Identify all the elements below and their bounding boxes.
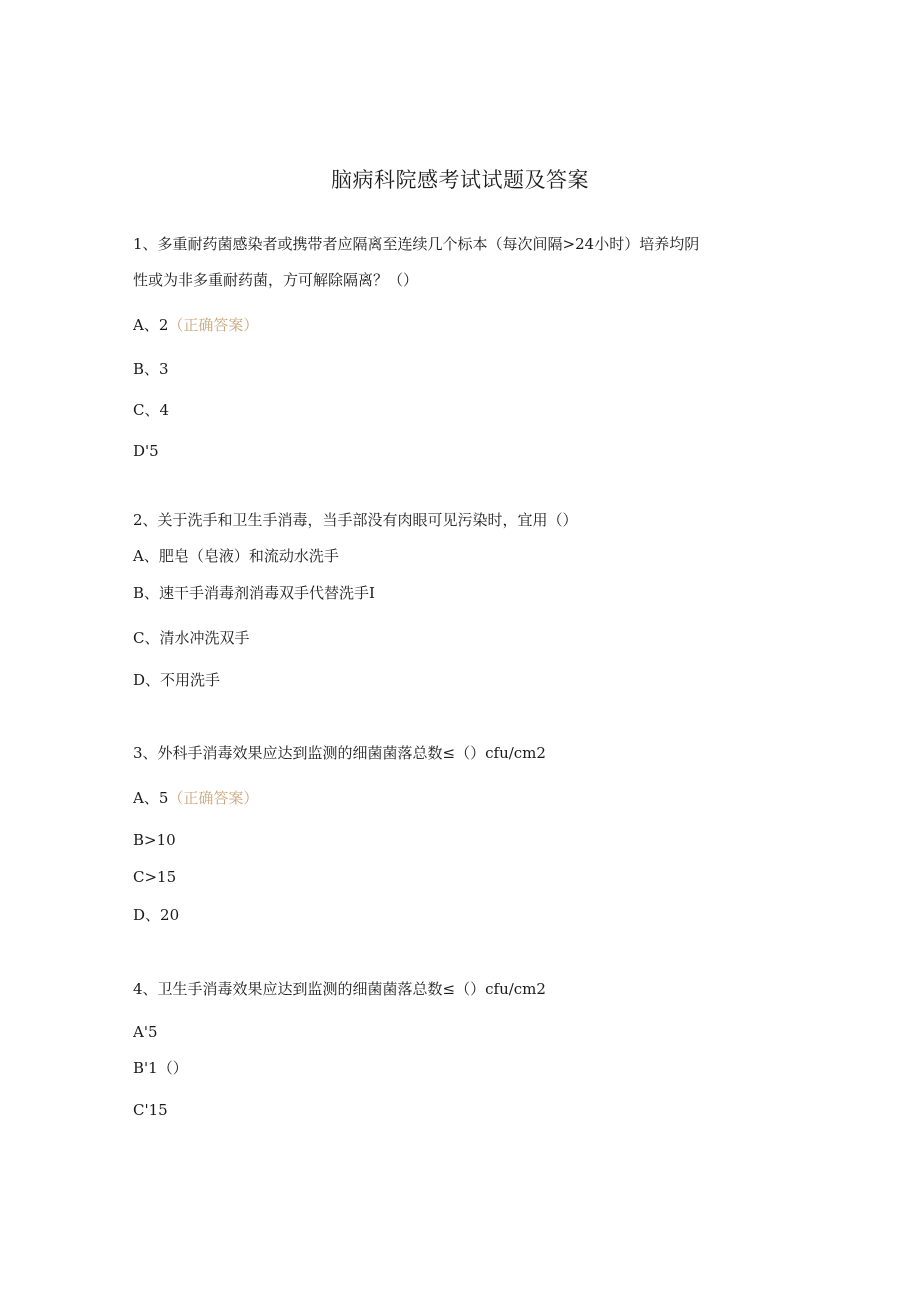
page-title: 脑病科院感考试试题及答案: [331, 168, 589, 192]
question-2-option-b: B、速干手消毒剂消毒双手代替洗手I: [133, 584, 375, 602]
question-3-option-c: C>15: [133, 868, 177, 886]
question-3-option-a: [133, 787, 258, 809]
question-1-option-b: B、3: [133, 360, 169, 378]
question-1-text-line-2: 性或为非多重耐药菌，方可解除隔离？（）: [133, 271, 419, 289]
option-label: A、2: [133, 316, 169, 334]
question-1-option-a: [133, 314, 258, 336]
question-2-option-c: C、清水冲洗双手: [133, 629, 250, 647]
question-4-option-c: C'15: [133, 1101, 168, 1119]
correct-answer-mark: （正确答案）: [168, 789, 259, 807]
question-1-text-line-1: 1、多重耐药菌感染者或携带者应隔离至连续几个标本（每次间隔>24小时）培养均阴: [133, 235, 700, 253]
question-4-option-b: B'1（）: [133, 1059, 188, 1077]
question-2-option-a: A、肥皂（皂液）和流动水洗手: [133, 547, 339, 565]
question-4-text: 4、卫生手消毒效果应达到监测的细菌菌落总数≤（）cfu∕cm2: [133, 980, 546, 998]
question-1-option-d: D'5: [133, 442, 159, 460]
question-1-option-c: C、4: [133, 401, 170, 419]
question-4-option-a: A'5: [133, 1023, 158, 1041]
question-2-text: 2、关于洗手和卫生手消毒，当手部没有肉眼可见污染时，宜用（）: [133, 511, 578, 529]
option-label: A、5: [133, 789, 169, 807]
question-2-option-d: D、不用洗手: [133, 671, 221, 689]
correct-answer-mark: （正确答案）: [168, 316, 259, 334]
question-3-text: 3、外科手消毒效果应达到监测的细菌菌落总数≤（）cfu∕cm2: [133, 744, 546, 762]
question-3-option-b: B>10: [133, 831, 176, 849]
question-3-option-d: D、20: [133, 906, 180, 924]
